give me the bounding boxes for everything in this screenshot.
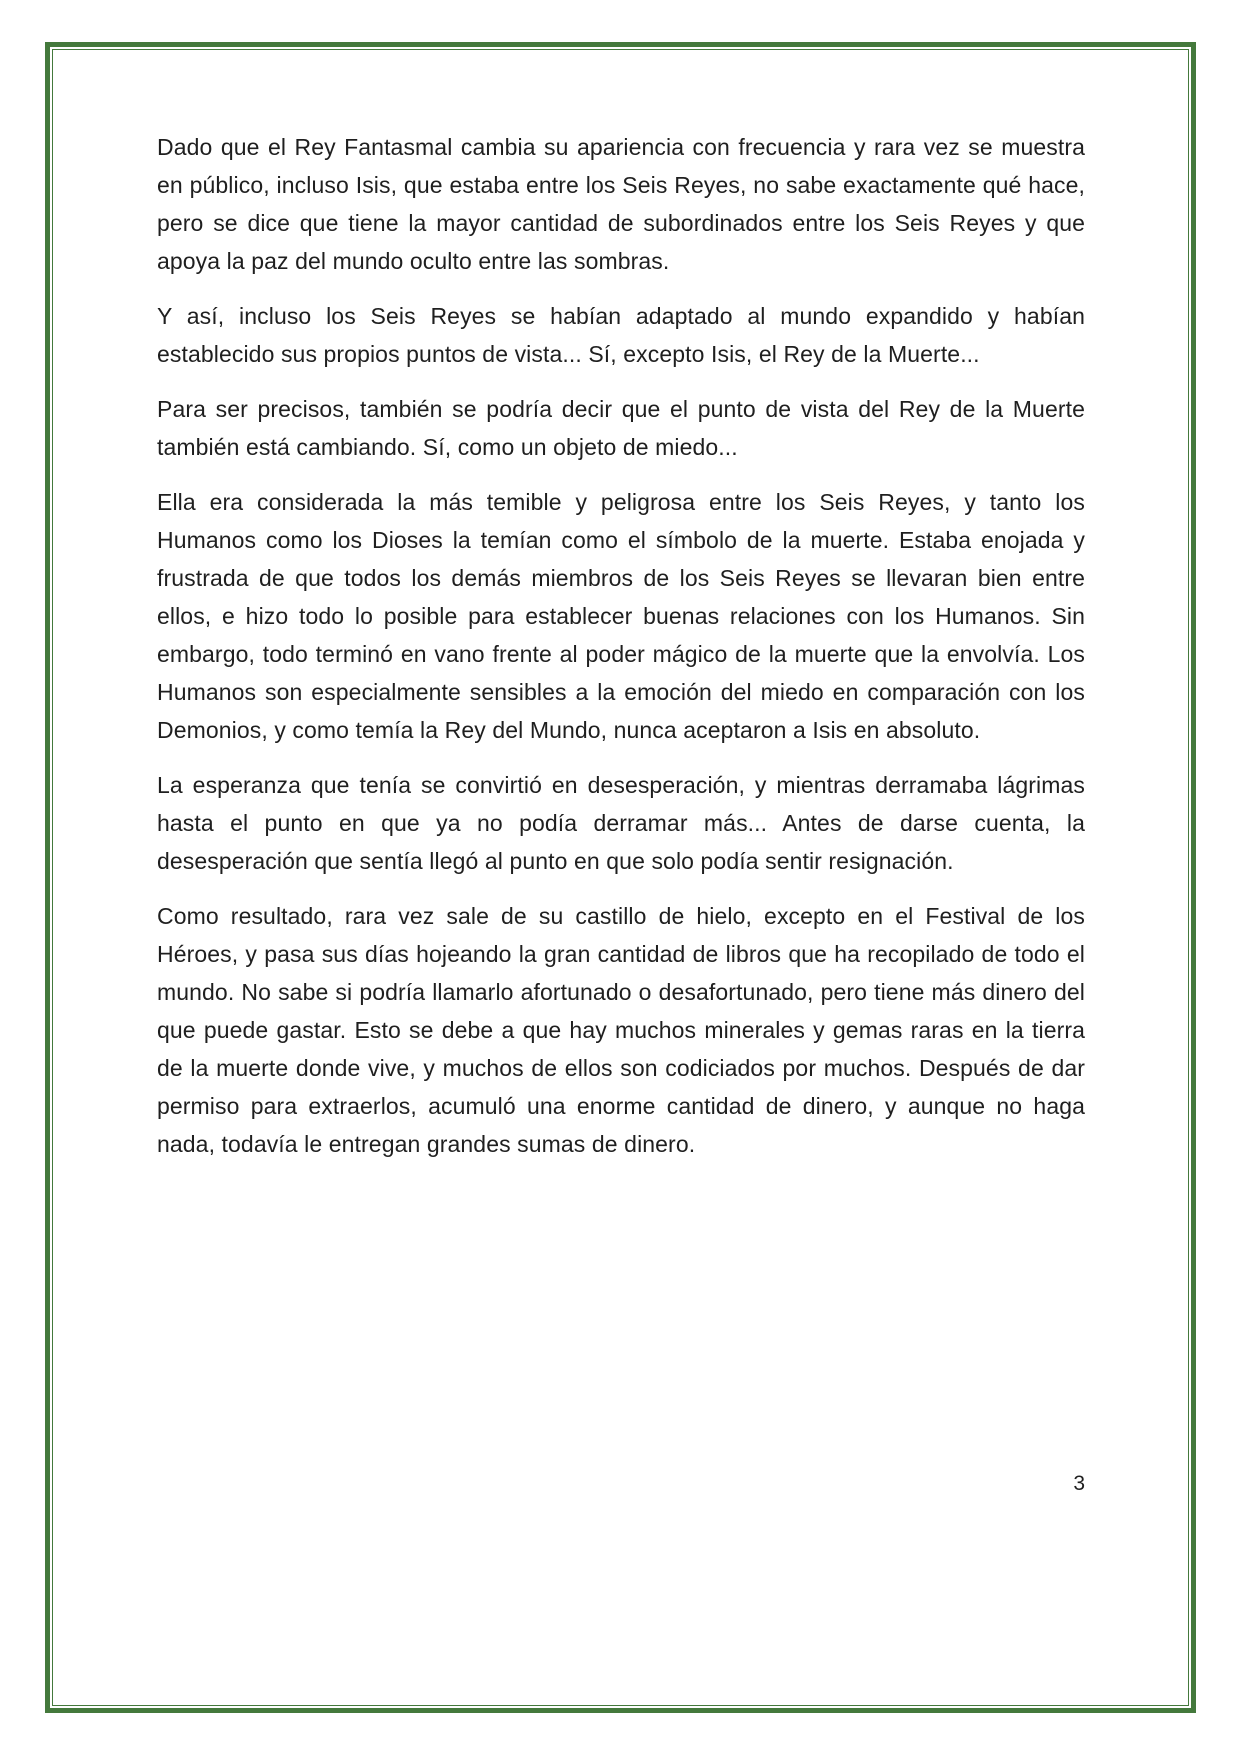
paragraph: Dado que el Rey Fantasmal cambia su apariencia con frecuencia y rara vez se muestra en público, incluso Isis, que estaba entre los Seis Reyes, no sabe exactamente qué hace, pero se dice que tiene la mayor cantidad de subordinados entre los Seis Reyes y que apoya la paz del mundo oculto entre las sombras. [157,134,1085,274]
paragraph: Como resultado, rara vez sale de su castillo de hielo, excepto en el Festival de los Héroes, y pasa sus días hojeando la gran cantidad de libros que ha recopilado de todo el mundo. No sabe si podría llamarlo afortunado o desafortunado, pero tiene más dinero del que puede gastar. Esto se debe a que hay muchos minerales y gemas raras en la tierra de la muerte donde vive, y muchos de ellos son codiciados por muchos. Después de dar permiso para extraerlos, acumuló una enorme cantidad de dinero, y aunque no haga nada, todavía le entregan grandes sumas de dinero. [157,903,1085,1157]
document-body [157,128,1085,1180]
paragraph: Para ser precisos, también se podría decir que el punto de vista del Rey de la Muerte también está cambiando. Sí, como un objeto de miedo... [157,396,1085,460]
paragraph: Y así, incluso los Seis Reyes se habían adaptado al mundo expandido y habían establecido sus propios puntos de vista... Sí, excepto Isis, el Rey de la Muerte... [157,303,1085,367]
paragraph: Ella era considerada la más temible y peligrosa entre los Seis Reyes, y tanto los Humanos como los Dioses la temían como el símbolo de la muerte. Estaba enojada y frustrada de que todos los demás miembros de los Seis Reyes se llevaran bien entre ellos, e hizo todo lo posible para establecer buenas relaciones con los Humanos. Sin embargo, todo terminó en vano frente al poder mágico de la muerte que la envolvía. Los Humanos son especialmente sensibles a la emoción del miedo en comparación con los Demonios, y como temía la Rey del Mundo, nunca aceptaron a Isis en absoluto. [157,489,1085,743]
page-footer [157,1472,1085,1496]
page-number: 3 [1073,1472,1085,1495]
paragraph: La esperanza que tenía se convirtió en desesperación, y mientras derramaba lágrimas hasta el punto en que ya no podía derramar más... Antes de darse cuenta, la desesperación que sentía llegó al punto en que solo podía sentir resignación. [157,772,1085,874]
